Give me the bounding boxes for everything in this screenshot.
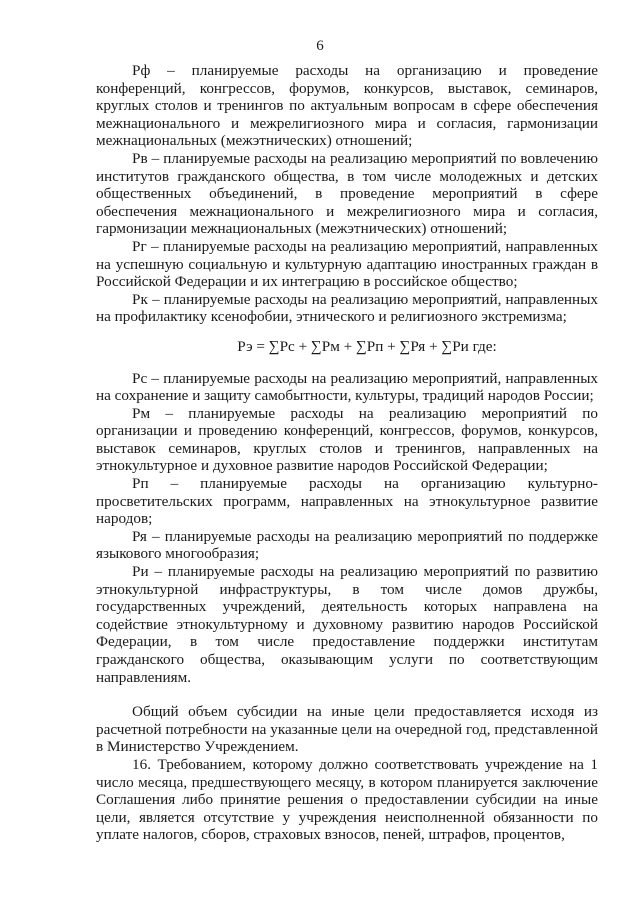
paragraph-rk: Рк – планируемые расходы на реализацию мероприятий, направленных на профилактику ксенофобии, этнического и религиозного экстремизма; — [96, 290, 598, 326]
page-number: 6 — [316, 38, 324, 54]
document-body — [96, 62, 598, 844]
paragraph-rg: Рг – планируемые расходы на реализацию мероприятий, направленных на успешную социальную и культурную адаптацию иностранных граждан в Российской Федерации и их интеграцию в российское общество; — [96, 237, 598, 291]
paragraph-rya: Ря – планируемые расходы на реализацию мероприятий по поддержке языкового многообразия; — [96, 527, 598, 563]
formula: Рэ = ∑Рс + ∑Рм + ∑Рп + ∑Ря + ∑Ри где: — [237, 337, 497, 355]
paragraph-rm: Рм – планируемые расходы на реализацию мероприятий по организации и проведению конференций, конгрессов, форумов, конкурсов, выставок семинаров, круглых столов и тренингов, направленных на этнокультурное и духовное развитие народов Российской Федерации; — [96, 404, 598, 475]
paragraph-rs: Рс – планируемые расходы на реализацию мероприятий, направленных на сохранение и защиту самобытности, культуры, традиций народов России; — [96, 369, 598, 405]
paragraph-item-16: 16. Требованием, которому должно соответствовать учреждение на 1 число месяца, предшествующего месяцу, в котором планируется заключение Соглашения либо принятие решения о предоставлении субсидии на иные цели, является отсутствие у учреждения неисполненной обязанности по уплате налогов, сборов, страховых взносов, пеней, штрафов, процентов, — [96, 755, 598, 844]
paragraph-rv: Рв – планируемые расходы на реализацию мероприятий по вовлечению институтов гражданского общества, в том числе молодежных и детских общественных объединений, в проведение мероприятий в сфере обеспечения межнационального и межрелигиозного мира и согласия, гармонизации межнациональных (межэтнических) отношений; — [96, 149, 598, 238]
paragraph-ri: Ри – планируемые расходы на реализацию мероприятий по развитию этнокультурной инфраструктуры, в том числе домов дружбы, государственных учреждений, деятельность которых направлена на содействие этнокультурному и духовному развитию народов Российской Федерации, в том числе предоставление поддержки институтам гражданского общества, оказывающим услуги по соответствующим направлениям. — [96, 563, 598, 686]
paragraph-gap — [96, 686, 598, 703]
paragraph-rf: Рф – планируемые расходы на организацию и проведение конференций, конгрессов, форумов, конкурсов, выставок, семинаров, круглых столов и тренингов по актуальным вопросам в сфере обеспечения межнационального и межрелигиозного мира и согласия, гармонизации межнациональных (межэтнических) отношений; — [96, 62, 598, 150]
paragraph-rp: Рп – планируемые расходы на организацию культурно-просветительских программ, направленных на этнокультурное развитие народов; — [96, 475, 598, 528]
paragraph-subsidy-volume: Общий объем субсидии на иные цели предоставляется исходя из расчетной потребности на указанные цели на очередной год, представленной в Министерство Учреждением. — [96, 703, 598, 756]
